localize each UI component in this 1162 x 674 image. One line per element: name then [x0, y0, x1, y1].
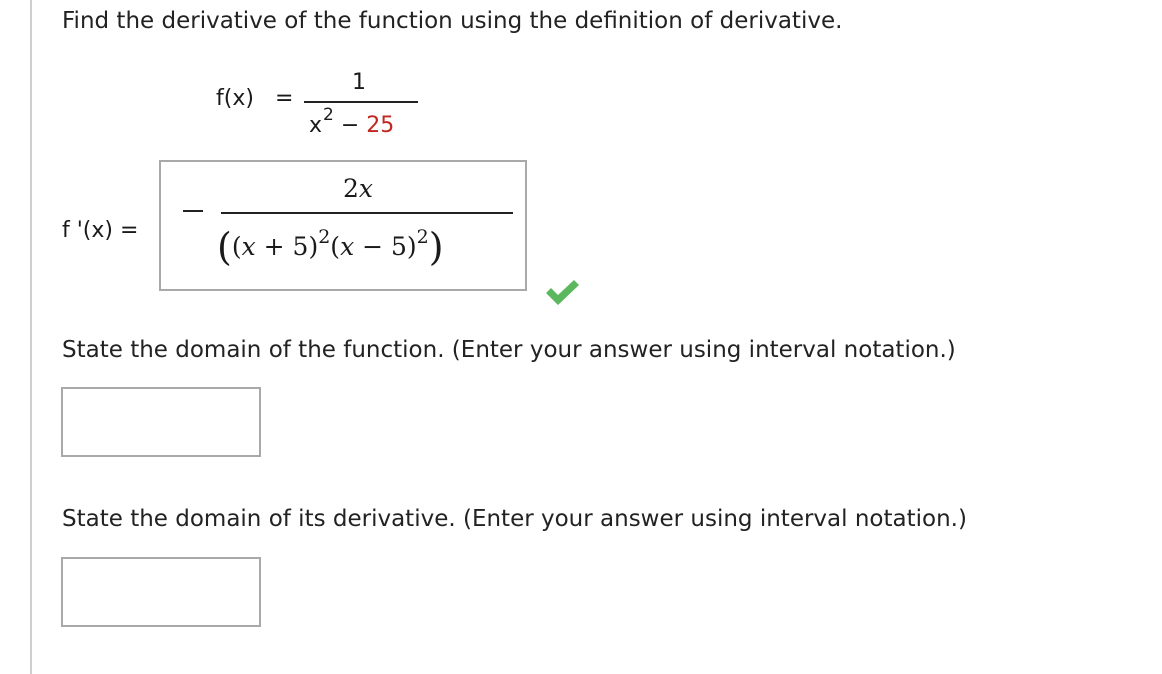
domain-derivative-input[interactable]	[61, 557, 261, 627]
function-fraction-bar	[304, 101, 418, 103]
factor1-exponent: 2	[318, 226, 331, 248]
answer-negative-sign	[183, 210, 203, 212]
answer-fraction-bar	[221, 212, 513, 214]
checkmark-icon	[544, 277, 580, 307]
outer-open-paren: (	[217, 225, 232, 269]
domain-function-input[interactable]	[61, 387, 261, 457]
domain-derivative-prompt: State the domain of its derivative. (Enter your answer using interval notation.)	[62, 506, 967, 532]
derivative-label	[62, 218, 138, 243]
denominator-constant: 25	[366, 113, 395, 138]
domain-function-prompt: State the domain of the function. (Enter your answer using interval notation.)	[62, 337, 956, 363]
derivative-label-text: f '(x)	[62, 218, 113, 243]
factor2-exponent: 2	[416, 226, 429, 248]
outer-close-paren: )	[428, 225, 444, 269]
answer-denominator: $((x + 5)^2(x - 5)^2)$	[217, 225, 444, 269]
function-equals: =	[275, 86, 294, 111]
denominator-operator: −	[340, 113, 360, 138]
derivative-equals: =	[119, 218, 139, 243]
denominator-base: x	[309, 113, 323, 138]
answer-numerator: 2x	[343, 174, 374, 203]
function-label: f(x)	[216, 86, 254, 111]
derivative-answer-field[interactable]	[159, 160, 527, 291]
function-denominator	[309, 105, 395, 138]
left-divider	[30, 0, 32, 674]
question-intro: Find the derivative of the function using the definition of derivative.	[62, 8, 843, 34]
denominator-exponent: 2	[323, 105, 334, 125]
function-numerator: 1	[352, 70, 366, 95]
